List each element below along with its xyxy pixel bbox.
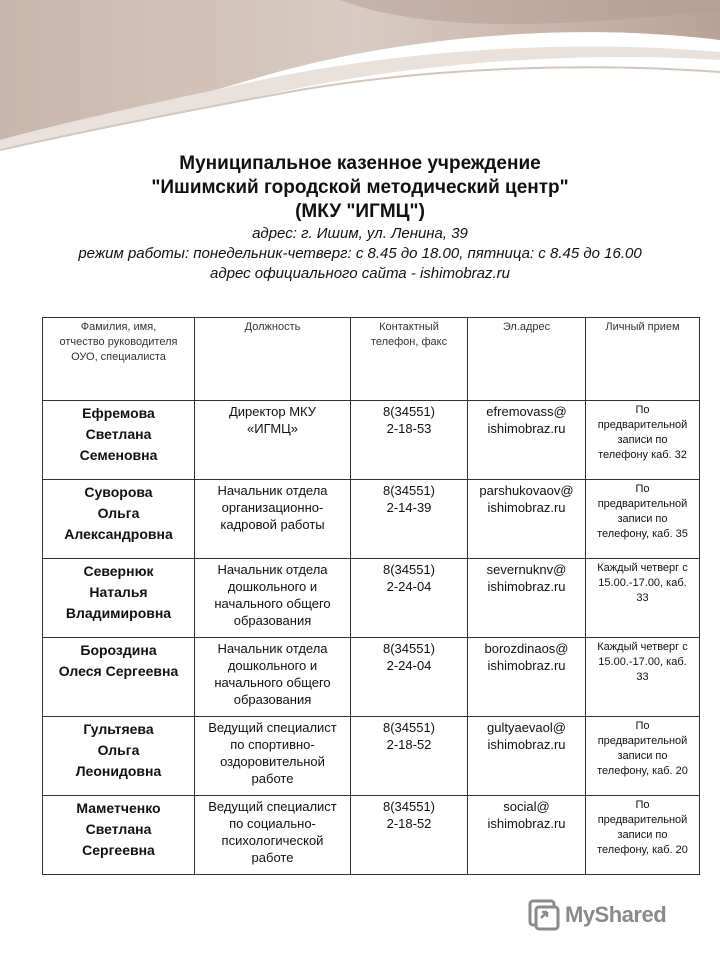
document-header	[0, 152, 720, 284]
staff-reception: По предварительной записи по телефону каб. 32	[586, 401, 700, 480]
myshared-watermark	[527, 898, 666, 932]
staff-position: Директор МКУ «ИГМЦ»	[195, 401, 351, 480]
staff-name: Ефремова Светлана Семеновна	[43, 401, 195, 480]
staff-position: Ведущий специалист по социально- психологической работе	[195, 796, 351, 875]
staff-name: Маметченко Светлана Сергеевна	[43, 796, 195, 875]
table-header-row	[43, 318, 700, 401]
staff-reception: Каждый четверг с 15.00.-17.00, каб. 33	[586, 559, 700, 638]
staff-email: borozdinaos@ ishimobraz.ru	[468, 638, 586, 717]
staff-reception: По предварительной записи по телефону, каб. 20	[586, 796, 700, 875]
table-row	[43, 796, 700, 875]
col-header-name: Фамилия, имя, отчество руководителя ОУО, специалиста	[43, 318, 195, 401]
watermark-text: MyShared	[565, 902, 667, 927]
table-row	[43, 559, 700, 638]
staff-position: Начальник отдела дошкольного и начального общего образования	[195, 559, 351, 638]
staff-email: social@ ishimobraz.ru	[468, 796, 586, 875]
org-address: адрес: г. Ишим, ул. Ленина, 39	[252, 225, 468, 242]
staff-phone: 8(34551) 2-18-52	[351, 796, 468, 875]
table-row	[43, 717, 700, 796]
staff-table	[42, 317, 700, 875]
staff-reception: По предварительной записи по телефону, каб. 20	[586, 717, 700, 796]
staff-reception: Каждый четверг с 15.00.-17.00, каб. 33	[586, 638, 700, 717]
org-abbrev: (МКУ "ИГМЦ")	[295, 201, 425, 222]
staff-name: Бороздина Олеся Сергеевна	[43, 638, 195, 717]
col-header-reception: Личный прием	[586, 318, 700, 401]
background-swoosh	[0, 0, 720, 170]
staff-phone: 8(34551) 2-24-04	[351, 638, 468, 717]
myshared-logo-icon	[527, 898, 561, 932]
table-row	[43, 638, 700, 717]
staff-name: Суворова Ольга Александровна	[43, 480, 195, 559]
website: адрес официального сайта - ishimobraz.ru	[209, 265, 511, 282]
staff-position: Ведущий специалист по спортивно- оздоровительной работе	[195, 717, 351, 796]
staff-position: Начальник отдела дошкольного и начального общего образования	[195, 638, 351, 717]
staff-email: severnuknv@ ishimobraz.ru	[468, 559, 586, 638]
staff-position: Начальник отдела организационно- кадровой работы	[195, 480, 351, 559]
staff-reception: По предварительной записи по телефону, каб. 35	[586, 480, 700, 559]
staff-email: efremovass@ ishimobraz.ru	[468, 401, 586, 480]
staff-name: Гультяева Ольга Леонидовна	[43, 717, 195, 796]
staff-email: gultyaevaol@ ishimobraz.ru	[468, 717, 586, 796]
working-hours: режим работы: понедельник-четверг: с 8.45 до 18.00, пятница: с 8.45 до 16.00	[78, 245, 642, 262]
staff-phone: 8(34551) 2-18-52	[351, 717, 468, 796]
col-header-email: Эл.адрес	[468, 318, 586, 401]
staff-phone: 8(34551) 2-24-04	[351, 559, 468, 638]
staff-phone: 8(34551) 2-14-39	[351, 480, 468, 559]
staff-phone: 8(34551) 2-18-53	[351, 401, 468, 480]
org-type: Муниципальное казенное учреждение	[179, 153, 541, 174]
col-header-position: Должность	[195, 318, 351, 401]
col-header-phone: Контактный телефон, факс	[351, 318, 468, 401]
staff-name: Севернюк Наталья Владимировна	[43, 559, 195, 638]
org-name: "Ишимский городской методический центр"	[151, 177, 569, 198]
staff-email: parshukovaov@ ishimobraz.ru	[468, 480, 586, 559]
table-row	[43, 401, 700, 480]
table-row	[43, 480, 700, 559]
